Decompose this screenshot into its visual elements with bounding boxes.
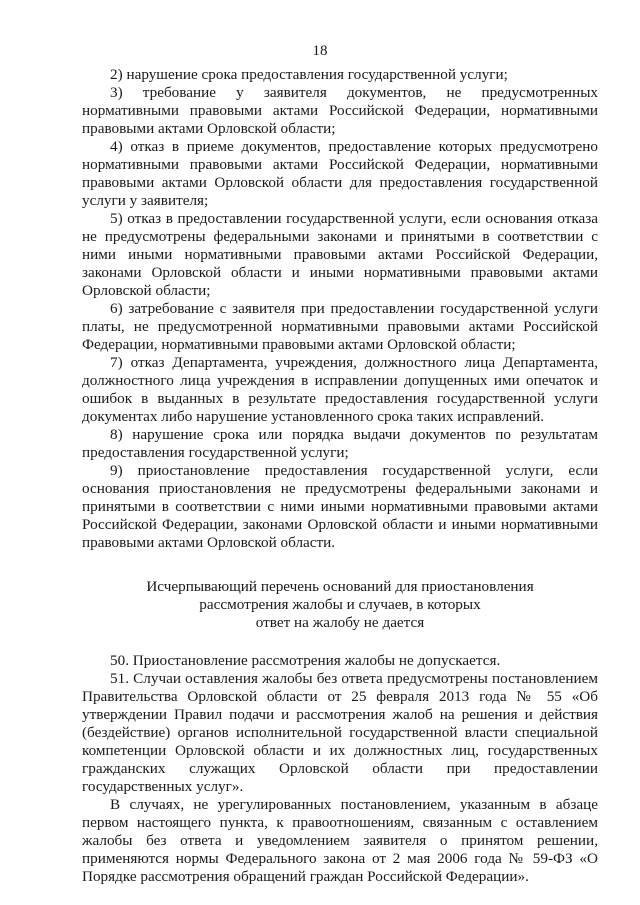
section-heading-line: рассмотрения жалобы и случаев, в которых [199,596,481,613]
section-paragraph: В случаях, не урегулированных постановлением, указанным в абзаце первом настоящего пункта, к правоотношениям, связанным с оставлением жалобы без ответа и уведомлением заявителя о принятом решении, применяются нормы Федерального закона от 2 мая 2006 года № 59-ФЗ «О Порядке рассмотрения обращений граждан Российской Федерации». [82,796,598,885]
section-paragraph: 50. Приостановление рассмотрения жалобы не допускается. [110,652,501,669]
section-paragraph: 51. Случаи оставления жалобы без ответа предусмотрены постановлением Правительства Орловской области от 25 февраля 2013 года № 55 «Об утверждении Правил подачи и рассмотрения жалоб на решения и действия (бездействие) органов исполнительной государственной власти специальной компетенции Орловской области и их должностных лиц, государственных гражданских служащих Орловской области при предоставлении государственных услуг». [82,670,598,795]
list-item: 5) отказ в предоставлении государственной услуги, если основания отказа не предусмотрены федеральными законами и принятыми в соответствии с ними иными нормативными правовыми актами Российской Федерации, законами Орловской области и иными нормативными правовыми актами Орловской области; [82,210,598,299]
list-item: 2) нарушение срока предоставления государственной услуги; [110,66,508,83]
list-item: 6) затребование с заявителя при предоставлении государственной услуги платы, не предусмотренной нормативными правовыми актами Российской Федерации, нормативными правовыми актами Орловской области; [82,300,598,353]
list-item: 3) требование у заявителя документов, не предусмотренных нормативными правовыми актами Российской Федерации, нормативными правовыми актами Орловской области; [82,84,598,137]
section-heading-line: Исчерпывающий перечень оснований для приостановления [146,578,534,595]
document-body [82,66,598,886]
section-heading-line: ответ на жалобу не дается [255,614,425,631]
list-item: 7) отказ Департамента, учреждения, должностного лица Департамента, должностного лица учреждения в исправлении допущенных ими опечаток и ошибок в выданных в результате предоставления государственной услуги документах либо нарушение установленного срока таких исправлений. [82,354,598,425]
list-item: 8) нарушение срока или порядка выдачи документов по результатам предоставления государственной услуги; [82,426,598,461]
list-item: 4) отказ в приеме документов, предоставление которых предусмотрено нормативными правовыми актами Российской Федерации, нормативными правовыми актами Орловской области для предоставления государственной услуги у заявителя; [82,138,598,209]
section-heading [82,578,598,632]
list-item: 9) приостановление предоставления государственной услуги, если основания приостановления не предусмотрены федеральными законами и принятыми в соответствии с ними иными нормативными правовыми актами Российской Федерации, законами Орловской области и иными нормативными правовыми актами Орловской области. [82,462,598,551]
page-number: 18 [312,43,328,59]
